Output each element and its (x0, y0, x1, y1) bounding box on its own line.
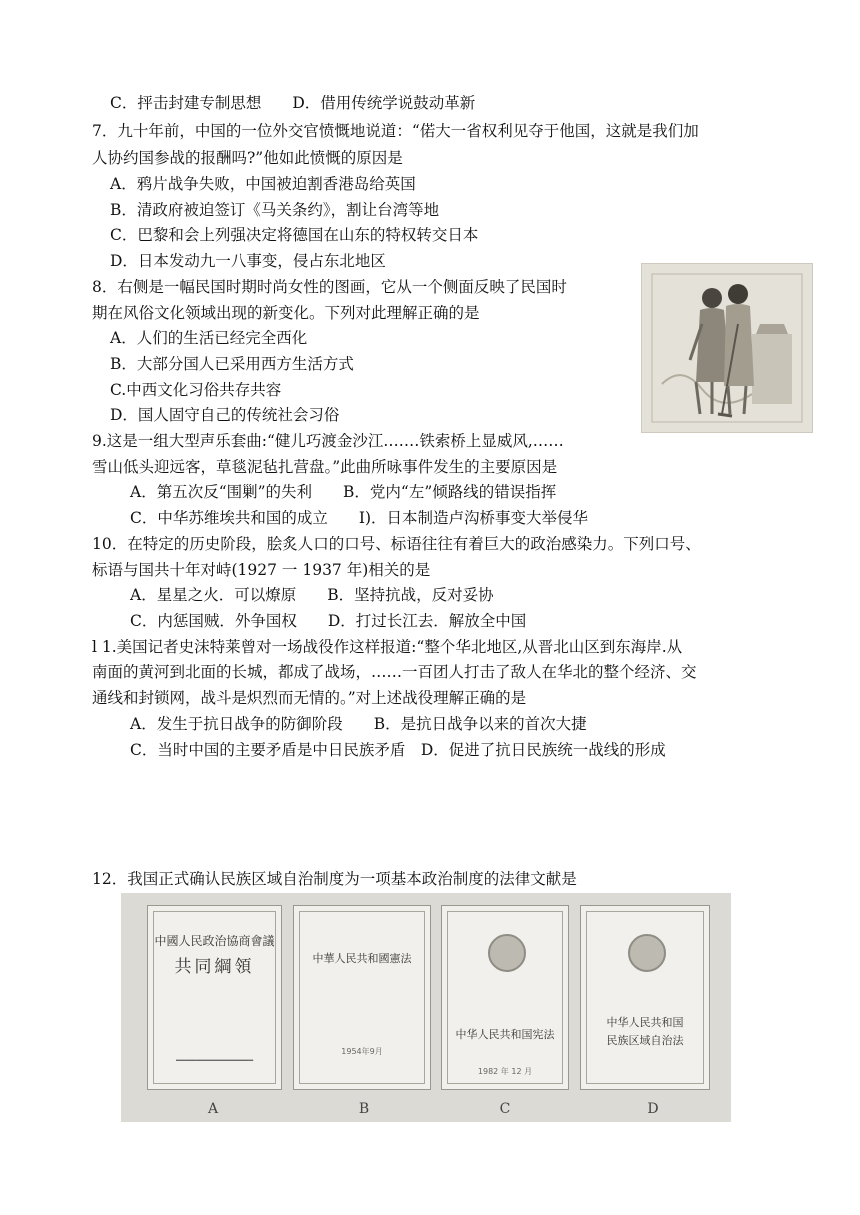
label-b: B (358, 1101, 370, 1117)
q11-stem-line3: 通线和封锁网，战斗是炽烈而无情的。”对上述战役理解正确的是 (92, 689, 527, 707)
national-emblem-icon (628, 934, 666, 972)
q7-option-d: D．日本发动九一八事变，侵占东北地区 (110, 252, 386, 270)
q8-option-b: B．大部分国人已采用西方生活方式 (110, 355, 354, 373)
document-c-1982-constitution (441, 905, 569, 1090)
q9-stem-line2: 雪山低头迎远客，草毯泥毡扎营盘。”此曲所咏事件发生的主要原因是 (92, 458, 558, 476)
doc-d-title2: 民族区域自治法 (606, 1034, 684, 1047)
document-a-common-program (147, 905, 282, 1090)
doc-a-line2: 共同綱領 (174, 957, 255, 977)
doc-a-line1: 中國人民政治協商會議 (154, 934, 275, 948)
q8-option-a: A．人们的生活已经完全西化 (110, 329, 308, 347)
doc-b-title: 中華人民共和國憲法 (312, 952, 412, 965)
q9-options-cd: C．中华苏维埃共和国的成立 I)．日本制造卢沟桥事变大举侵华 (130, 509, 589, 527)
q8-option-c: C.中西文化习俗共存共容 (110, 381, 282, 399)
q7-option-c: C．巴黎和会上列强决定将德国在山东的特权转交日本 (110, 226, 479, 244)
doc-c-title: 中华人民共和国宪法 (455, 1028, 555, 1041)
label-c: C (499, 1101, 511, 1117)
q9-options-ab: A．第五次反“围剿”的失利 B．党内“左”倾路线的错误指挥 (130, 483, 557, 501)
q7-option-a: A．鸦片战争失败，中国被迫割香港岛给英国 (110, 175, 416, 193)
q8-stem-line2: 期在风俗文化领域出现的新变化。下列对此理解正确的是 (92, 304, 480, 322)
q7-option-b: B．清政府被迫签订《马关条约》，割让台湾等地 (110, 201, 440, 219)
q11-options-ab: A．发生于抗日战争的防御阶段 B．是抗日战争以来的首次大捷 (130, 715, 587, 733)
label-a: A (207, 1101, 219, 1117)
doc-b-date: 1954年9月 (341, 1047, 383, 1056)
label-d: D (647, 1101, 659, 1117)
document-d-regional-autonomy-law (580, 905, 710, 1090)
q10-stem-line2: 标语与国共十年对峙(1927 一 1937 年)相关的是 (92, 561, 431, 579)
q10-options-ab: A．星星之火．可以燎原 B．坚持抗战，反对妥协 (130, 586, 494, 604)
document-b-1954-constitution (293, 905, 431, 1090)
q8-option-d: D．国人固守自己的传统社会习俗 (110, 406, 340, 424)
q12-stem: 12．我国正式确认民族区域自治制度为一项基本政治制度的法律文献是 (92, 870, 577, 888)
q11-options-cd: C．当时中国的主要矛盾是中日民族矛盾 D．促进了抗日民族统一战线的形成 (130, 741, 666, 759)
legal-documents-figure (121, 893, 731, 1122)
doc-d-title1: 中华人民共和国 (606, 1016, 684, 1029)
q11-stem-line1: l 1.美国记者史沫特莱曾对一场战役作这样报道:“整个华北地区,从晋北山区到东海岸.从 (92, 638, 683, 656)
q9-stem-line1: 9.这是一组大型声乐套曲:“健儿巧渡金沙江.……铁索桥上显威风,…… (92, 432, 564, 450)
q7-stem-line2: 人协约国参战的报酬吗?”他如此愤慨的原因是 (92, 149, 403, 167)
republican-era-women-illustration (641, 263, 813, 433)
q8-stem-line1: 8．右侧是一幅民国时期时尚女性的图画，它从一个侧面反映了民国时 (92, 278, 567, 296)
q7-stem-line1: 7．九十年前，中国的一位外交官愤慨地说道：“偌大一省权利见夺于他国，这就是我们加 (92, 122, 699, 140)
national-emblem-icon (488, 934, 526, 972)
q10-options-cd: C．内惩国贼．外争国权 D．打过长江去．解放全中国 (130, 612, 527, 630)
q11-stem-line2: 南面的黄河到北面的长城，都成了战场，……一百团人打击了敌人在华北的整个经济、交 (92, 663, 697, 681)
q6-options-cd: C．抨击封建专制思想 D．借用传统学说鼓动革新 (110, 94, 476, 112)
doc-a-fineprint: ━━━━━━━━━━━━━━━━ (175, 1056, 254, 1065)
q10-stem-line1: 10．在特定的历史阶段，脍炙人口的口号、标语往往有着巨大的政治感染力。下列口号、 (92, 535, 701, 553)
doc-c-date: 1982 年 12 月 (477, 1067, 533, 1076)
